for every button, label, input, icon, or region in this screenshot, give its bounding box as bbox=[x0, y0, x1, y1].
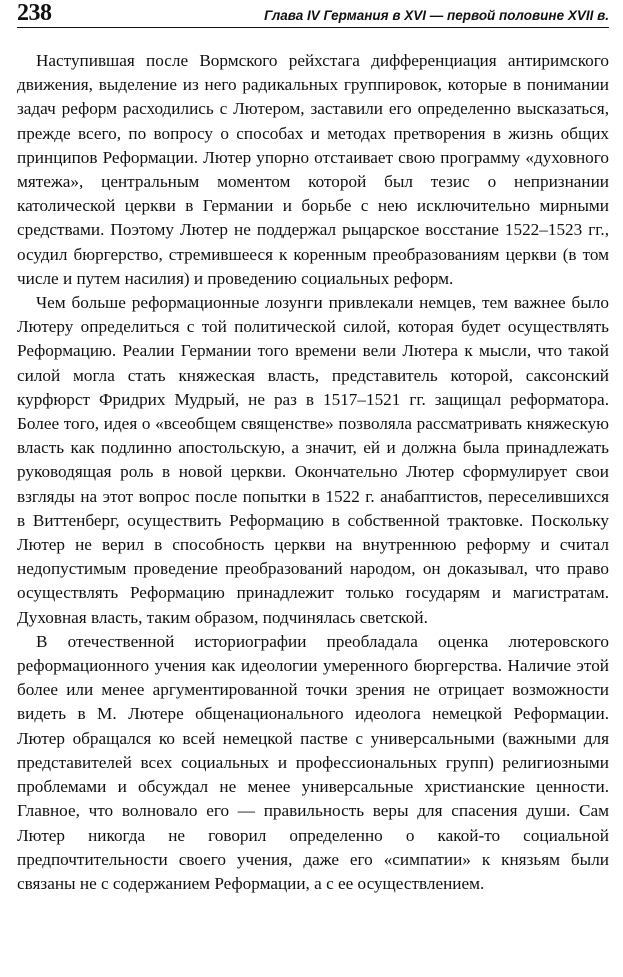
chapter-title: Глава IV Германия в XVI — первой половине XVII в. bbox=[264, 8, 609, 23]
body-text bbox=[17, 49, 609, 896]
paragraph-3: В отечественной историографии преобладала оценка лютеровского реформационного учения как идеологии умеренного бюргерства. Наличие этой более или менее аргументированной точки зрения не отрицает возможности видеть в М. Лютере общенационального идеолога немецкой Реформации. Лютер обращался ко всей немецкой пастве с универсальными (важными для представителей всех социальных и профессиональных групп) религиозными проблемами и обсуждал не менее универсальные христианские ценности. Главное, что волновало его — правильность веры для спасения души. Сам Лютер никогда не говорил определенно о какой-то социальной предпочтительности своего учения, даже его «симпатии» к князьям были связаны не с содержанием Реформации, а с ее осуществлением. bbox=[17, 631, 609, 893]
page-number: 238 bbox=[17, 0, 52, 26]
running-head bbox=[17, 0, 609, 28]
paragraph-1: Наступившая после Вормского рейхстага дифференциация антиримского движения, выделение из него радикальных группировок, которые в понимании задач реформ расходились с Лютером, заставили его определенно высказаться, прежде всего, по вопросу о способах и методах претворения в жизнь общих принципов Реформации. Лютер упорно отстаивает свою программу «духовного мятежа», центральным моментом которой был тезис о непризнании католической церкви в Германии и борьбе с нею исключительно мирными средствами. Поэтому Лютер не поддержал рыцарское восстание 1522–1523 гг., осудил бюргерство, стремившееся к коренным преобразованиям церкви (в том числе и путем насилия) и проведению социальных реформ. bbox=[17, 51, 609, 288]
paragraph-2: Чем больше реформационные лозунги привлекали немцев, тем важнее было Лютеру определиться с той политической силой, которая будет осуществлять Реформацию. Реалии Германии того времени вели Лютера к мысли, что такой силой могла стать княжеская власть, представитель которой, саксонский курфюрст Фридрих Мудрый, не раз в 1517–1521 гг. защищал реформатора. Более того, идея о «всеобщем священстве» позволяла рассматривать княжескую власть как подлинно апостольскую, а значит, ей и должна была принадлежать руководящая роль в новой церкви. Окончательно Лютер сформулирует свои взгляды на этот вопрос после попытки в 1522 г. анабаптистов, переселившихся в Виттенберг, осуществить Реформацию в собственной трактовке. Поскольку Лютер не верил в способность церкви на внутреннюю реформу и считал недопустимым проведение преобразований народом, он доказывал, что право осуществлять Реформацию принадлежит только государям и магистратам. Духовная власть, таким образом, подчинялась светской. bbox=[17, 293, 609, 627]
